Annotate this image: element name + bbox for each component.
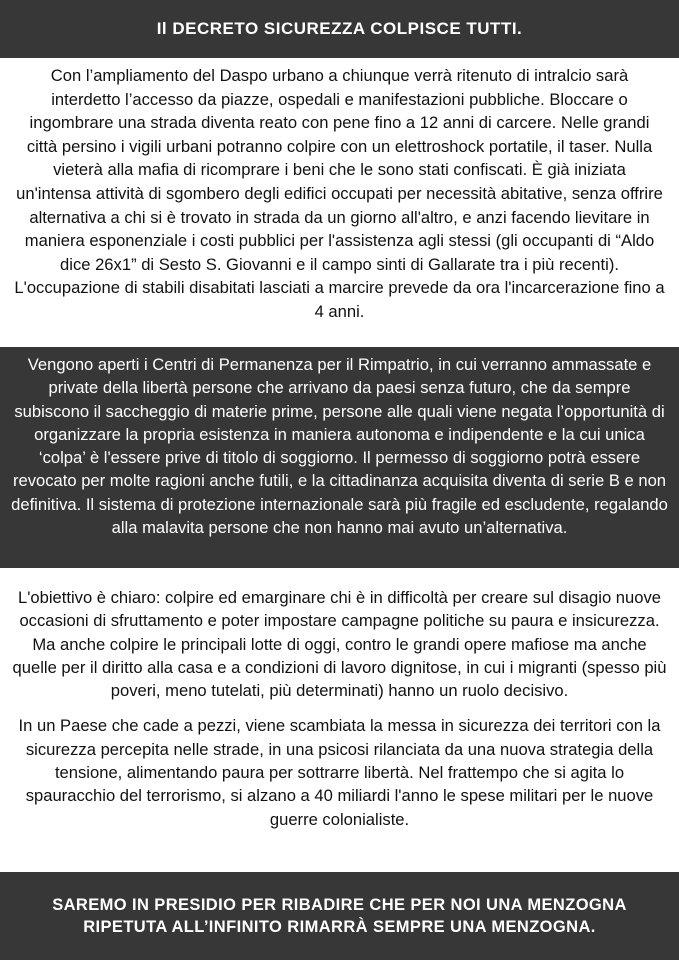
footer-text <box>52 894 627 938</box>
section-daspo <box>0 58 679 347</box>
section-cpr-text: Vengono aperti i Centri di Permanenza per il Rimpatrio, in cui verranno ammassate e private della libertà persone che arrivano da paesi senza futuro, che da sempre subiscono il saccheggio di materie prime, persone alle quali viene negata l’opportunità di organizzare la propria esistenza in maniera autonoma e indipendente e la cui unica ‘colpa’ è l'essere prive di titolo di soggiorno. Il permesso di soggiorno potrà essere revocato per molte ragioni anche futili, e la cittadinanza acquisita diventa di serie B e non definitiva. Il sistema di protezione internazionale sarà più fragile ed escludente, regalando alla malavita persone che non hanno mai avuto un’alternativa. <box>11 355 668 538</box>
footer-banner <box>0 872 679 960</box>
obiettivo-paragraph: L'obiettivo è chiaro: colpire ed emarginare chi è in difficoltà per creare sul disagio nuove occasioni di sfruttamento e poter impostare campagne politiche su paura e insicurezza. Ma anche colpire le principali lotte di oggi, contro le grandi opere mafiose ma anche quelle per il diritto alla casa e a condizioni di lavoro dignitose, in cui i migranti (spesso più poveri, meno tutelati, più determinati) hanno un ruolo decisivo. <box>12 588 667 701</box>
footer-line-1: SAREMO IN PRESIDIO PER RIBADIRE CHE PER NOI UNA MENZOGNA <box>52 896 627 914</box>
paese-paragraph: In un Paese che cade a pezzi, viene scambiata la messa in sicurezza dei territori con la sicurezza percepita nelle strade, in una psicosi rilanciata da una nuova strategia della tensione, alimentando paura per sottrarre libertà. Nel frattempo che si agita lo spauracchio del terrorismo, si alzano a 40 miliardi l'anno le spese militari per le nuove guerre colonialiste. <box>18 716 661 829</box>
section-obiettivo <box>0 568 679 872</box>
section-cpr <box>0 347 679 568</box>
title-text: Il DECRETO SICUREZZA COLPISCE TUTTI. <box>156 19 523 38</box>
section-daspo-text: Con l’ampliamento del Daspo urbano a chiunque verrà ritenuto di intralcio sarà interdetto l’accesso da piazze, ospedali e manifestazioni pubbliche. Bloccare o ingombrare una strada diventa reato con pene fino a 12 anni di carcere. Nelle grandi città persino i vigili urbani potranno colpire con un elettroshock portatile, il taser. Nulla vieterà alla mafia di ricomprare i beni che le sono stati confiscati. È già iniziata un'intensa attività di sgombero degli edifici occupati per necessità abitative, senza offrire alternativa a chi si è trovato in strada da un giorno all'altro, e anzi facendo lievitare in maniera esponenziale i costi pubblici per l'assistenza agli stessi (gli occupanti di “Aldo dice 26x1” di Sesto S. Giovanni e il campo sinti di Gallarate tra i più recenti). L'occupazione di stabili disabitati lasciati a marcire prevede da ora l'incarcerazione fino a 4 anni. <box>14 66 665 321</box>
page-title <box>0 0 679 58</box>
footer-line-2: RIPETUTA ALL’INFINITO RIMARRÀ SEMPRE UNA MENZOGNA. <box>83 918 596 936</box>
